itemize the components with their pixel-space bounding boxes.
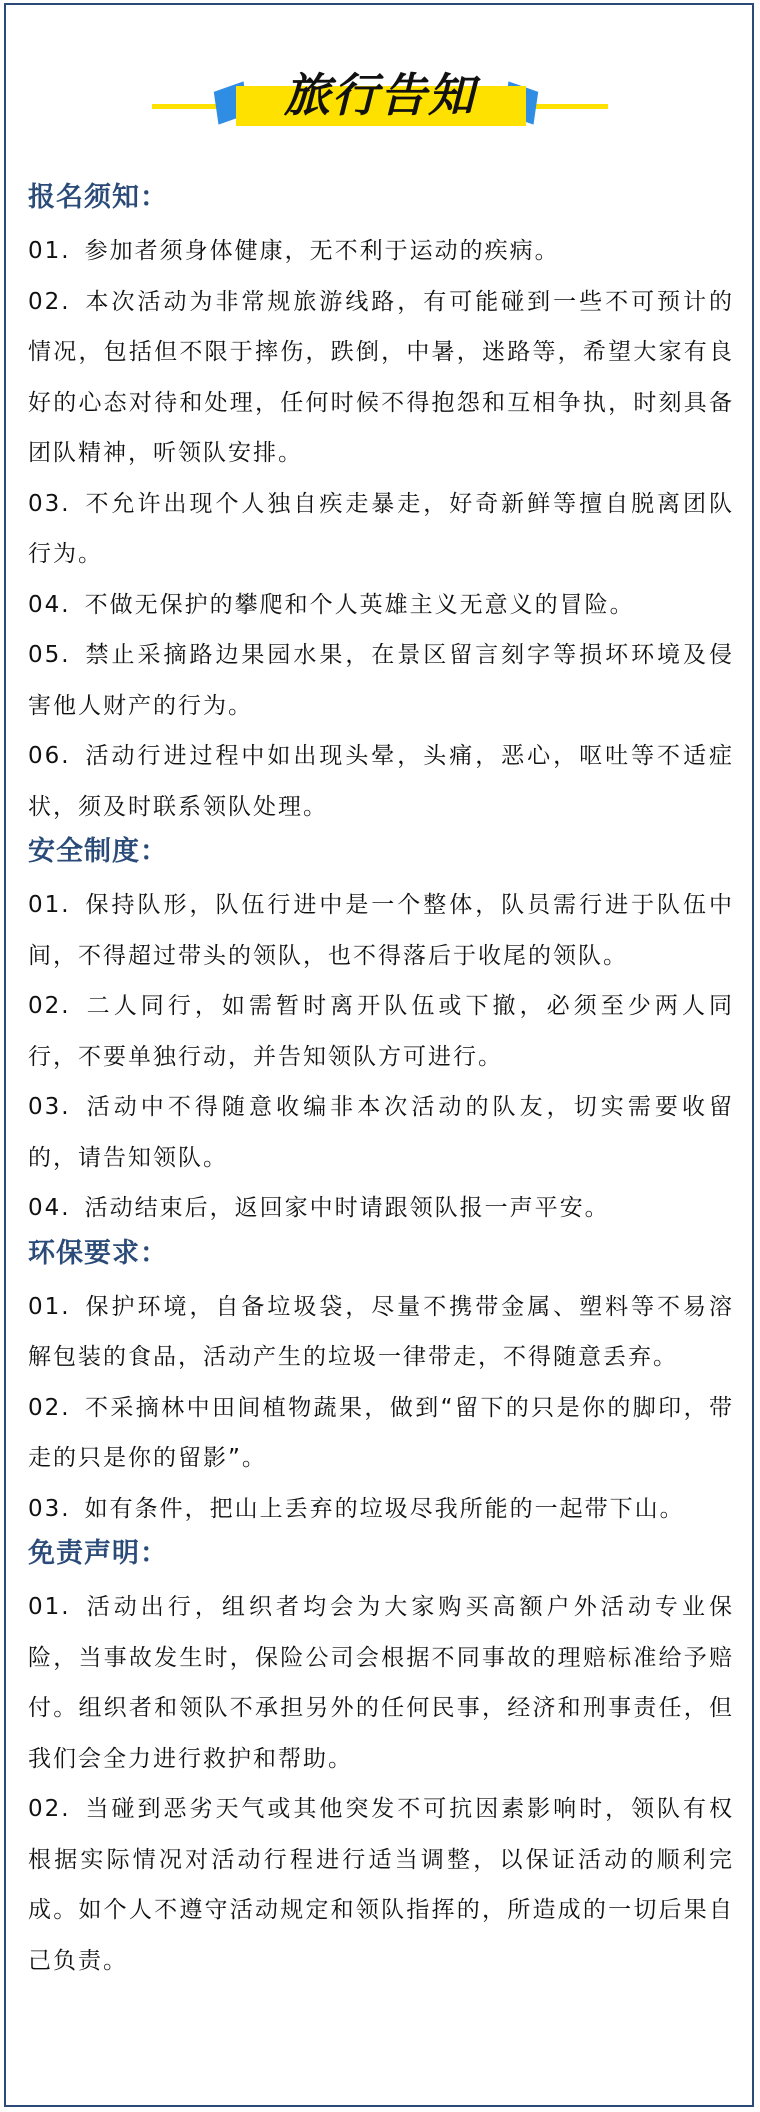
item-text: 禁止采摘路边果园水果，在景区留言刻字等损坏环境及侵害他人财产的行为。 — [28, 642, 734, 719]
list-item — [28, 731, 734, 832]
item-text: 活动行进过程中如出现头晕，头痛，恶心，呕吐等不适症状，须及时联系领队处理。 — [28, 743, 734, 820]
list-item — [28, 1282, 734, 1383]
list-item — [28, 580, 734, 631]
section-heading: 报名须知： — [28, 182, 168, 213]
section-safety — [28, 832, 734, 1234]
list-item — [28, 630, 734, 731]
item-number: 03. — [28, 490, 71, 517]
item-number: 02. — [28, 288, 71, 315]
item-number: 01. — [28, 1293, 71, 1320]
item-number: 06. — [28, 743, 71, 769]
item-text: 保持队形，队伍行进中是一个整体，队员需行进于队伍中间，不得超过带头的领队，也不得落后于收尾的领队。 — [28, 892, 734, 969]
item-text: 不做无保护的攀爬和个人英雄主义无意义的冒险。 — [84, 591, 635, 618]
list-item — [28, 479, 734, 580]
item-text: 不允许出现个人独自疾走暴走，好奇新鲜等擅自脱离团队行为。 — [28, 490, 734, 567]
item-number: 04. — [28, 1195, 71, 1221]
item-text: 本次活动为非常规旅游线路，有可能碰到一些不可预计的情况，包括但不限于摔伤，跌倒，中暑，迷路等，希望大家有良好的心态对待和处理，任何时候不得抱怨和互相争执，时刻具备团队精神，听领队安排。 — [28, 288, 734, 466]
list-item — [28, 1582, 734, 1784]
list-item — [28, 981, 734, 1082]
list-item — [28, 880, 734, 981]
item-number: 02. — [28, 1796, 71, 1822]
section-heading: 免责声明： — [28, 1538, 168, 1569]
list-item — [28, 277, 734, 479]
section-registration — [28, 178, 734, 832]
section-heading: 安全制度： — [28, 836, 168, 867]
section-environment — [28, 1234, 734, 1535]
item-number: 05. — [28, 642, 71, 668]
item-number: 03. — [28, 1495, 71, 1522]
item-number: 02. — [28, 1394, 71, 1421]
item-text: 活动中不得随意收编非本次活动的队友，切实需要收留的，请告知领队。 — [28, 1094, 734, 1171]
section-heading: 环保要求： — [28, 1237, 168, 1269]
notice-content — [28, 178, 734, 1986]
item-text: 保护环境，自备垃圾袋，尽量不携带金属、塑料等不易溶解包装的食品，活动产生的垃圾一律带走，不得随意丢弃。 — [28, 1293, 734, 1370]
item-number: 04. — [28, 591, 71, 618]
item-text: 不采摘林中田间植物蔬果，做到“留下的只是你的脚印，带走的只是你的留影”。 — [28, 1394, 734, 1471]
item-text: 如有条件，把山上丢弃的垃圾尽我所能的一起带下山。 — [84, 1495, 685, 1522]
section-disclaimer — [28, 1534, 734, 1986]
page-title: 旅行告知 — [284, 68, 476, 122]
list-item — [28, 1784, 734, 1986]
item-text: 二人同行，如需暂时离开队伍或下撤，必须至少两人同行，不要单独行动，并告知领队方可进行。 — [28, 993, 734, 1070]
list-item — [28, 1183, 734, 1234]
item-text: 当碰到恶劣天气或其他突发不可抗因素影响时，领队有权根据实际情况对活动行程进行适当调整，以保证活动的顺利完成。如个人不遵守活动规定和领队指挥的，所造成的一切后果自己负责。 — [28, 1796, 734, 1974]
item-text: 活动出行，组织者均会为大家购买高额户外活动专业保险，当事故发生时，保险公司会根据不同事故的理赔标准给予赔付。组织者和领队不承担另外的任何民事，经济和刑事责任，但我们会全力进行救护和帮助。 — [28, 1594, 734, 1772]
item-text: 活动结束后，返回家中时请跟领队报一声平安。 — [84, 1195, 610, 1221]
item-number: 03. — [28, 1094, 71, 1120]
list-item — [28, 1383, 734, 1484]
item-number: 01. — [28, 892, 71, 918]
item-number: 01. — [28, 238, 71, 264]
list-item — [28, 1484, 734, 1535]
item-text: 参加者须身体健康，无不利于运动的疾病。 — [84, 238, 560, 264]
list-item — [28, 226, 734, 277]
item-number: 01. — [28, 1594, 71, 1620]
title-banner — [0, 64, 760, 134]
list-item — [28, 1082, 734, 1183]
item-number: 02. — [28, 993, 71, 1019]
